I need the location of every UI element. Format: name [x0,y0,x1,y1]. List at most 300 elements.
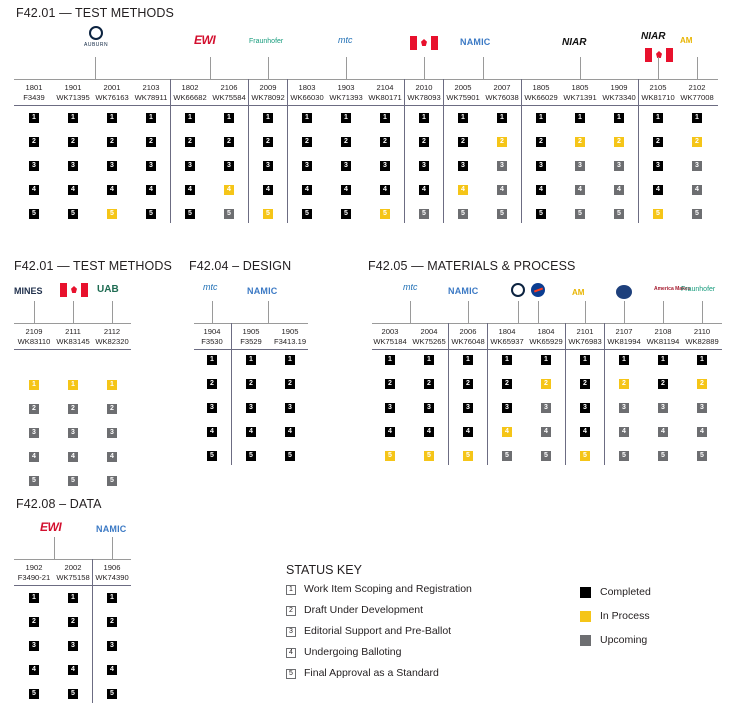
status-square-upcoming: 5 [107,476,117,486]
status-square-completed: 1 [580,355,590,365]
work-item-code [522,83,560,103]
standard-number: WK65937 [490,337,524,346]
legend-swatch [580,587,591,598]
standard-number: WK75584 [212,93,246,102]
status-square-completed: 3 [536,161,546,171]
status-square-in-process: 5 [653,209,663,219]
standard-number: WK75265 [412,337,446,346]
status-square-upcoming: 5 [458,209,468,219]
status-square-completed: 3 [341,161,351,171]
status-square-in-process: 5 [263,209,273,219]
work-item-code [527,327,565,347]
item-number: 1905 [281,327,299,336]
group-title: F42.05 — MATERIALS & PROCESS [368,259,576,273]
standard-number: WK77008 [680,93,714,102]
status-square-completed: 1 [263,113,273,123]
status-square-upcoming: 3 [541,403,551,413]
status-square-completed: 3 [29,641,39,651]
code-rule [14,105,718,106]
ewi-logo: EWI [40,520,62,534]
status-square-completed: 3 [207,403,217,413]
standard-number: F3490-21 [17,573,51,582]
work-item-code [405,83,443,103]
status-square-completed: 1 [619,355,629,365]
standard-number: WK83145 [56,337,90,346]
status-square-completed: 1 [107,593,117,603]
header-rule [14,79,718,80]
status-square-upcoming: 4 [614,185,624,195]
status-square-completed: 4 [463,427,473,437]
logo-connector [518,301,519,323]
status-square-completed: 3 [653,161,663,171]
status-square-upcoming: 5 [614,209,624,219]
status-step-box: 5 [286,669,296,679]
standard-number: WK78092 [251,93,285,102]
status-square-completed: 2 [536,137,546,147]
status-square-completed: 1 [419,113,429,123]
logo-connector [54,537,55,559]
logo-connector [697,57,698,79]
standard-number: WK76048 [451,337,485,346]
status-square-completed: 2 [68,137,78,147]
item-number: 2003 [381,327,399,336]
status-step-label: Undergoing Balloting [304,646,402,658]
item-number: 1801 [25,83,43,92]
standard-number: WK76163 [95,93,129,102]
standard-number: WK81194 [646,337,680,346]
status-step-label: Final Approval as a Standard [304,667,439,679]
status-square-upcoming: 3 [68,428,78,438]
status-square-in-process: 4 [502,427,512,437]
status-square-upcoming: 5 [697,451,707,461]
status-square-completed: 5 [185,209,195,219]
fraun-logo: Fraunhofer [681,286,716,293]
status-square-upcoming: 4 [497,185,507,195]
work-item-code [605,327,643,347]
status-square-completed: 5 [207,451,217,461]
logo-connector [663,301,664,323]
status-square-upcoming: 5 [497,209,507,219]
status-square-upcoming: 3 [107,428,117,438]
logo-connector [468,301,469,323]
work-item-code [288,83,326,103]
status-square-completed: 1 [29,113,39,123]
am-logo: AM [572,288,585,297]
status-square-completed: 1 [107,113,117,123]
status-square-completed: 1 [29,593,39,603]
status-square-completed: 2 [653,137,663,147]
status-square-completed: 1 [68,593,78,603]
standard-number: WK73340 [602,93,636,102]
item-number: 2109 [25,327,43,336]
standard-number: WK65929 [529,337,563,346]
status-square-upcoming: 5 [29,476,39,486]
status-square-completed: 2 [580,379,590,389]
status-square-completed: 4 [380,185,390,195]
work-item-code [327,83,365,103]
status-square-upcoming: 2 [68,404,78,414]
status-square-completed: 3 [580,403,590,413]
status-square-completed: 1 [424,355,434,365]
item-number: 2108 [654,327,672,336]
status-square-completed: 1 [302,113,312,123]
status-square-completed: 1 [575,113,585,123]
header-rule [194,323,308,324]
status-square-completed: 5 [302,209,312,219]
work-item-code [483,83,521,103]
item-number: 2105 [649,83,667,92]
code-rule [14,585,131,586]
work-item-code [232,327,270,347]
status-square-completed: 4 [107,185,117,195]
header-rule [372,323,722,324]
status-square-completed: 2 [246,379,256,389]
status-square-completed: 4 [207,427,217,437]
status-square-upcoming: 4 [692,185,702,195]
university-seal-logo [511,283,525,297]
logo-connector [210,57,211,79]
status-square-completed: 1 [692,113,702,123]
standard-number: WK75184 [373,337,407,346]
status-square-upcoming: 4 [107,452,117,462]
status-square-completed: 2 [341,137,351,147]
niar-logo: NIAR [641,31,666,42]
item-number: 1906 [103,563,121,572]
status-square-completed: 4 [29,185,39,195]
canada-flag-icon [645,48,673,62]
status-square-completed: 4 [263,185,273,195]
status-square-completed: 1 [380,113,390,123]
status-square-completed: 1 [463,355,473,365]
standard-number: WK81994 [607,337,641,346]
standard-number: WK83110 [17,337,51,346]
status-square-completed: 2 [146,137,156,147]
logo-connector [212,301,213,323]
status-square-completed: 2 [29,617,39,627]
status-square-upcoming: 5 [68,476,78,486]
work-item-code [600,83,638,103]
standard-number: F3413.19 [273,337,307,346]
work-item-code [566,327,604,347]
status-square-completed: 1 [68,113,78,123]
status-square-completed: 5 [246,451,256,461]
status-square-completed: 2 [302,137,312,147]
status-square-completed: 1 [458,113,468,123]
status-square-completed: 1 [541,355,551,365]
status-square-completed: 2 [285,379,295,389]
mines-logo: MINES [14,286,43,296]
mtc-logo: mtc [338,35,353,45]
status-square-completed: 3 [263,161,273,171]
status-square-completed: 5 [68,689,78,699]
legend-label: Upcoming [600,634,648,646]
logo-connector [268,301,269,323]
status-step-box: 4 [286,648,296,658]
status-square-upcoming: 3 [614,161,624,171]
status-square-upcoming: 4 [29,452,39,462]
status-square-in-process: 2 [541,379,551,389]
item-number: 2102 [688,83,706,92]
work-item-code [249,83,287,103]
status-square-completed: 2 [424,379,434,389]
status-square-completed: 4 [653,185,663,195]
amerm-logo: America Makes [654,286,691,292]
item-number: 2007 [493,83,511,92]
status-square-completed: 1 [146,113,156,123]
standard-number: WK66682 [173,93,207,102]
status-square-upcoming: 5 [541,451,551,461]
status-square-in-process: 2 [692,137,702,147]
work-item-code [93,83,131,103]
status-square-completed: 2 [502,379,512,389]
item-number: 2002 [64,563,82,572]
status-square-completed: 4 [29,665,39,675]
status-square-completed: 1 [497,113,507,123]
status-square-completed: 1 [385,355,395,365]
work-item-code [93,563,131,583]
status-square-upcoming: 4 [68,452,78,462]
status-square-completed: 1 [341,113,351,123]
status-square-upcoming: 5 [224,209,234,219]
status-square-completed: 1 [653,113,663,123]
status-square-upcoming: 3 [575,161,585,171]
legend-label: In Process [600,610,650,622]
status-square-completed: 3 [285,403,295,413]
standard-number: WK66029 [524,93,558,102]
status-square-completed: 4 [424,427,434,437]
logo-connector [34,301,35,323]
niar-logo: NIAR [562,37,587,48]
status-square-completed: 4 [580,427,590,437]
group-title: F42.08 – DATA [16,497,102,511]
status-square-in-process: 1 [107,380,117,390]
logo-connector [702,301,703,323]
item-number: 1905 [242,327,260,336]
status-square-completed: 1 [614,113,624,123]
item-number: 1804 [537,327,555,336]
status-square-completed: 3 [463,403,473,413]
work-item-code [54,83,92,103]
work-item-code [444,83,482,103]
standard-number: WK76038 [485,93,519,102]
standard-number: WK76983 [568,337,602,346]
status-square-in-process: 5 [580,451,590,461]
status-square-completed: 2 [419,137,429,147]
item-number: 1904 [203,327,221,336]
work-item-code [366,83,404,103]
work-item-code [271,327,309,347]
header-rule [14,559,131,560]
status-step-box: 3 [286,627,296,637]
status-square-in-process: 5 [463,451,473,461]
work-item-code [171,83,209,103]
work-item-code [15,327,53,347]
status-square-completed: 2 [185,137,195,147]
mtc-logo: mtc [203,282,218,292]
work-item-code [193,327,231,347]
status-square-completed: 5 [536,209,546,219]
item-number: 2104 [376,83,394,92]
work-item-code [639,83,677,103]
ewi-logo: EWI [194,33,216,47]
work-item-code [561,83,599,103]
status-square-upcoming: 5 [575,209,585,219]
status-square-completed: 3 [68,641,78,651]
status-square-completed: 1 [502,355,512,365]
status-square-upcoming: 2 [107,404,117,414]
logo-connector [624,301,625,323]
item-number: 1909 [610,83,628,92]
status-square-completed: 3 [246,403,256,413]
status-square-completed: 5 [341,209,351,219]
code-rule [372,349,722,350]
status-square-completed: 4 [419,185,429,195]
item-number: 2110 [693,327,711,336]
item-number: 2106 [220,83,238,92]
penn-state-logo [616,285,632,299]
status-square-completed: 4 [302,185,312,195]
status-square-completed: 2 [658,379,668,389]
work-item-code [132,83,170,103]
status-square-upcoming: 4 [658,427,668,437]
status-step-box: 1 [286,585,296,595]
item-number: 2111 [65,327,81,336]
logo-connector [346,57,347,79]
status-square-upcoming: 4 [575,185,585,195]
status-square-completed: 3 [185,161,195,171]
status-square-upcoming: 3 [619,403,629,413]
status-square-completed: 3 [458,161,468,171]
item-number: 1805 [532,83,550,92]
work-item-code [449,327,487,347]
standard-number: WK71393 [329,93,363,102]
item-number: 2103 [142,83,160,92]
status-square-completed: 4 [68,665,78,675]
status-square-upcoming: 5 [692,209,702,219]
logo-connector [580,57,581,79]
status-square-completed: 4 [285,427,295,437]
work-item-code [410,327,448,347]
work-item-code [54,327,92,347]
status-square-in-process: 2 [575,137,585,147]
logo-connector [658,57,659,79]
status-step-box: 2 [286,606,296,616]
standard-number: F3439 [23,93,45,102]
status-square-completed: 3 [224,161,234,171]
logo-connector [424,57,425,79]
status-step-label: Editorial Support and Pre-Ballot [304,625,452,637]
header-rule [14,323,131,324]
namic-logo: NAMIC [247,286,278,296]
namic-logo: NAMIC [96,524,127,534]
group-title: F42.01 — TEST METHODS [16,6,174,20]
code-rule [14,349,131,350]
standard-number: WK82320 [95,337,129,346]
status-square-in-process: 5 [107,209,117,219]
status-square-upcoming: 3 [497,161,507,171]
status-square-completed: 3 [68,161,78,171]
item-number: 1805 [571,83,589,92]
standard-number: WK81710 [641,93,675,102]
status-square-completed: 1 [246,355,256,365]
status-square-completed: 1 [224,113,234,123]
work-item-code [488,327,526,347]
status-square-completed: 3 [380,161,390,171]
canada-flag-icon [410,36,438,50]
status-square-completed: 4 [107,665,117,675]
status-square-completed: 2 [207,379,217,389]
item-number: 2001 [103,83,121,92]
work-item-code [371,327,409,347]
item-number: 2004 [420,327,438,336]
work-item-code [210,83,248,103]
status-square-upcoming: 3 [658,403,668,413]
status-square-in-process: 1 [29,380,39,390]
status-square-completed: 1 [285,355,295,365]
work-item-code [93,327,131,347]
status-square-in-process: 5 [424,451,434,461]
status-step-label: Work Item Scoping and Registration [304,583,472,595]
status-square-completed: 3 [107,161,117,171]
item-number: 1901 [64,83,82,92]
legend-swatch [580,635,591,646]
standard-number: WK78093 [407,93,441,102]
status-square-upcoming: 4 [619,427,629,437]
status-square-completed: 3 [146,161,156,171]
status-square-completed: 1 [536,113,546,123]
status-square-in-process: 4 [458,185,468,195]
status-square-in-process: 2 [497,137,507,147]
item-number: 2006 [459,327,477,336]
status-square-completed: 3 [107,641,117,651]
status-square-upcoming: 3 [29,428,39,438]
status-square-completed: 3 [302,161,312,171]
status-square-completed: 2 [107,137,117,147]
namic-logo: NAMIC [460,37,491,47]
work-item-code [15,563,53,583]
item-number: 2005 [454,83,472,92]
work-item-code [644,327,682,347]
auburn-seal-logo [89,26,103,40]
status-square-completed: 5 [68,209,78,219]
fraun-logo: Fraunhofer [249,38,284,45]
status-square-upcoming: 5 [502,451,512,461]
standard-number: WK74390 [95,573,129,582]
item-number: 2107 [615,327,633,336]
work-item-code [54,563,92,583]
item-number: 2009 [259,83,277,92]
status-square-completed: 2 [463,379,473,389]
status-square-in-process: 2 [614,137,624,147]
am-logo: AM [680,36,693,45]
auburn-logo: AUBURN [84,42,109,48]
standard-number: F3530 [201,337,223,346]
status-square-completed: 5 [29,689,39,699]
status-square-completed: 3 [29,161,39,171]
status-square-upcoming: 2 [29,404,39,414]
group-title: F42.01 — TEST METHODS [14,259,172,273]
logo-connector [112,301,113,323]
status-square-in-process: 2 [619,379,629,389]
work-item-code [15,83,53,103]
status-square-completed: 1 [658,355,668,365]
logo-connector [538,301,539,323]
logo-connector [410,301,411,323]
status-square-in-process: 1 [68,380,78,390]
status-square-in-process: 5 [380,209,390,219]
legend-swatch [580,611,591,622]
mtc-logo: mtc [403,282,418,292]
